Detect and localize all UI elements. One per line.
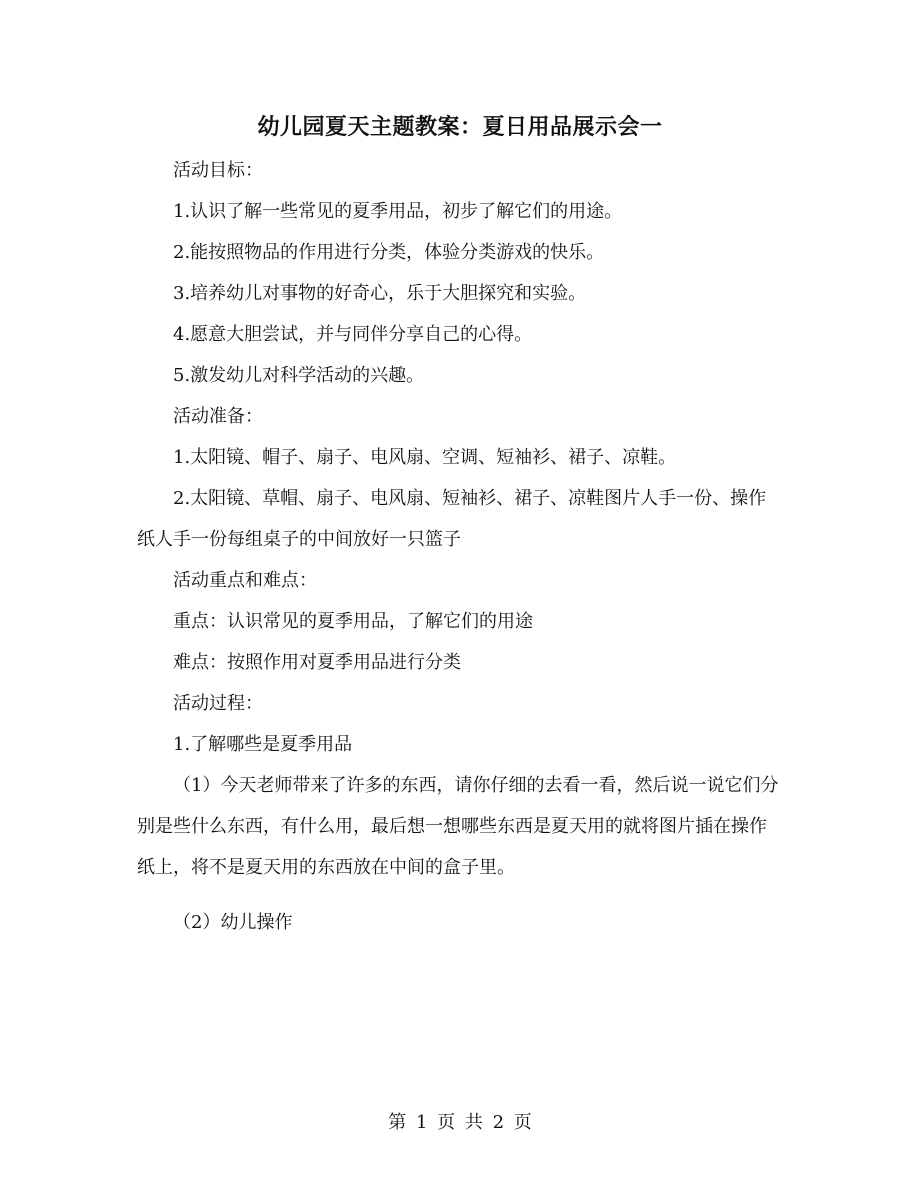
- paragraph-process-1-2: （2）幼儿操作: [173, 912, 293, 933]
- paragraph-goal-4: 4.愿意大胆尝试，并与同伴分享自己的心得。: [173, 324, 533, 345]
- page-footer: 第 1 页 共 2 页: [388, 1112, 532, 1133]
- paragraph-goal-1: 1.认识了解一些常见的夏季用品，初步了解它们的用途。: [173, 201, 623, 222]
- paragraph-goal-3: 3.培养幼儿对事物的好奇心，乐于大胆探究和实验。: [173, 283, 587, 304]
- paragraph-goal-5: 5.激发幼儿对科学活动的兴趣。: [173, 365, 425, 386]
- paragraph-key-point: 重点：认识常见的夏季用品，了解它们的用途: [173, 611, 533, 632]
- paragraph-process-1-1: （1）今天老师带来了许多的东西，请你仔细的去看一看，然后说一说它们分别是些什么东西，有什么用，最后想一想哪些东西是夏天用的就将图片插在操作纸上，将不是夏天用的东西放在中间的盒子里。: [137, 775, 779, 878]
- paragraph-process-heading: 活动过程：: [173, 693, 263, 714]
- paragraph-preparation-heading: 活动准备：: [173, 406, 263, 427]
- paragraph-goals-heading: 活动目标：: [173, 160, 263, 181]
- paragraph-difficulty: 难点：按照作用对夏季用品进行分类: [173, 652, 461, 673]
- document-body: [137, 150, 783, 943]
- paragraph-preparation-2: 2.太阳镜、草帽、扇子、电风扇、短袖衫、裙子、凉鞋图片人手一份、操作纸人手一份每组桌子的中间放好一只篮子: [137, 488, 767, 550]
- document-title: 幼儿园夏天主题教案：夏日用品展示会一: [257, 114, 663, 140]
- paragraph-key-points-heading: 活动重点和难点：: [173, 570, 317, 591]
- paragraph-process-1: 1.了解哪些是夏季用品: [173, 734, 353, 755]
- paragraph-goal-2: 2.能按照物品的作用进行分类，体验分类游戏的快乐。: [173, 242, 605, 263]
- paragraph-preparation-1: 1.太阳镜、帽子、扇子、电风扇、空调、短袖衫、裙子、凉鞋。: [173, 447, 677, 468]
